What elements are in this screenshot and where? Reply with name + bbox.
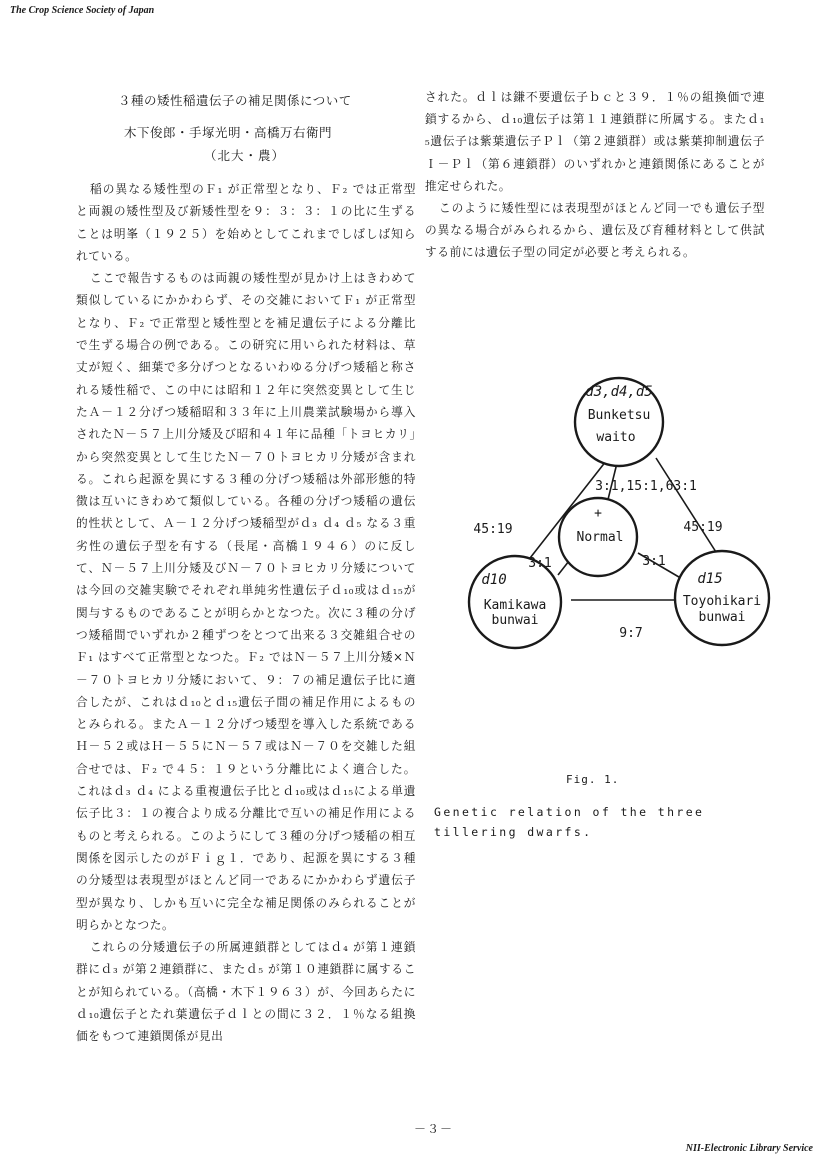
ratio-left-center: 3:1 — [528, 556, 552, 571]
genes-left: d10 — [481, 572, 507, 588]
label-top-1: Bunketsu — [587, 408, 651, 423]
genes-right: d15 — [697, 571, 723, 587]
ratio-top-left: 45:19 — [473, 522, 513, 537]
paragraph-materials: ここで報告するものは両親の矮性型が見かけ上はきわめて類似しているにかかわらず、その交雑においてＦ₁ が正常型となり、Ｆ₂ で正常型と矮性型とを補足遺伝子による分離比で生ずる場合の例である。この研究に用いられた材料は、草丈が短く、細葉で多分げつとなるいわゆる分げつ矮稲と称される矮性稲で、この中には昭和１２年に突然変異として生じたＡ－１２分げつ矮稲昭和３３年に上川農業試験場から導入されたＮ－５７上川分矮及び昭和４１年に品種「トヨヒカリ」から突然変異として生じたＮ－７０トヨヒカリ分矮が含まれる。これら起源を異にする３種の分げつ矮稲は外部形態的特徴は互いにきわめて類似している。各種の分げつ矮稲の遺伝的性状として、Ａ－１２分げつ矮稲型がｄ₃ ｄ₄ ｄ₅ なる３重劣性の遺伝子型を有する（長尾・高橋１９４６）のに反して、Ｎ－５７上川分矮及びＮ－７０トヨヒカリ分矮については今回の交雑実験でそれぞれ単純劣性遺伝子ｄ₁₀或はｄ₁₅が関与するものであることが明らかとなつた。次に３種の分げつ矮稲間でいずれか２種ずつをとつて出来る３交雑組合せのＦ₁ はすべて正常型となつた。Ｆ₂ ではＮ－５７上川分矮×Ｎ－７０トヨヒカリ分矮において、９：７の補足遺伝子比に適合したが、これはｄ₁₀とｄ₁₅遺伝子間の補足作用によるものとみられる。またＡ－１２分げつ矮型を導入した系統であるＨ－５２或はＨ－５５にＮ－５７或はＮ－７０を交雑した組合せでは、Ｆ₂ で４５：１９という分離比によく適合した。これはｄ₃ ｄ₄ による重複遺伝子比とｄ₁₀或はｄ₁₅による単遺伝子比３：１の複合より成る分離比で互いの補足作用によるものと考えられる。このようにして３種の分げつ矮稲の相互関係を図示したのがＦｉｇ１．であり、起源を異にする３種の分矮型は表現型がほとんど同一であるにかかわらず遺伝子型が異なり、しかも互いに完全な補足関係のみられることが明らかとなつた。 — [76, 271, 416, 932]
ratio-right-center: 3:1 — [642, 554, 666, 569]
label-right-1: Toyohikari — [682, 594, 762, 609]
paragraph-linkage: これらの分矮遺伝子の所属連鎖群としてはｄ₄ が第１連鎖群にｄ₃ が第２連鎖群に、またｄ₅ が第１０連鎖群に属することが知られている。（高橋・木下１９６３）が、今回あらたにｄ₁₀遺伝子とたれ葉遺伝子ｄｌとの間に３２．１％なる組換価をもつて連鎖関係が見出 — [76, 940, 416, 1044]
label-top-2: waito — [596, 430, 636, 445]
paragraph-intro: 稲の異なる矮性型のＦ₁ が正常型となり、Ｆ₂ では正常型と両親の矮性型及び新矮性型を９：３：３：１の比に生ずることは明峯（１９２５）を始めとしてこれまでしばしば知られている。 — [76, 182, 416, 263]
article-affiliation: （北大・農） — [204, 148, 286, 163]
left-column — [76, 178, 416, 1048]
journal-header: The Crop Science Society of Japan — [10, 5, 155, 16]
paragraph-linkage-cont: された。ｄｌは鎌不要遺伝子ｂｃと３９．１％の組換価で連鎖するから、ｄ₁₀遺伝子は第１１連鎖群に所属する。またｄ₁₅遺伝子は紫葉遺伝子Ｐｌ（第２連鎖群）或は紫葉抑制遺伝子Ｉ－Ｐｌ（第６連鎖群）のいずれかと連鎖関係にあることが推定せられた。 — [425, 90, 765, 193]
label-right-2: bunwai — [698, 610, 746, 625]
ratio-top-right: 45:19 — [683, 520, 723, 535]
genetic-relation-diagram — [456, 360, 796, 680]
paragraph-conclusion: このように矮性型には表現型がほとんど同一でも遺伝子型の異なる場合がみられるから、遺伝及び育種材料として供試する前には遺伝子型の同定が必要と考えられる。 — [425, 201, 765, 260]
article-title: ３種の矮性稲遺伝子の補足関係について — [118, 93, 352, 108]
ratio-top-center: 3:1,15:1,63:1 — [595, 479, 697, 494]
edge-top-right — [656, 458, 723, 563]
center-symbol: + — [594, 506, 602, 521]
label-left-1: Kamikawa — [483, 598, 547, 613]
right-column — [425, 86, 765, 264]
ratio-left-right: 9:7 — [619, 626, 643, 641]
article-authors: 木下俊郎・手塚光明・高橋万右衛門 — [124, 125, 333, 140]
genes-top: d3,d4,d5 — [585, 384, 653, 400]
footer-credit: NII-Electronic Library Service — [685, 1143, 813, 1154]
page-number: －３－ — [414, 1122, 454, 1136]
figure-caption: Genetic relation of the three tillering dwarfs. — [434, 805, 705, 839]
figure-genetic-relation — [456, 360, 796, 680]
label-center: Normal — [576, 530, 624, 545]
label-left-2: bunwai — [491, 613, 539, 628]
figure-label: Fig. 1. — [566, 773, 620, 786]
